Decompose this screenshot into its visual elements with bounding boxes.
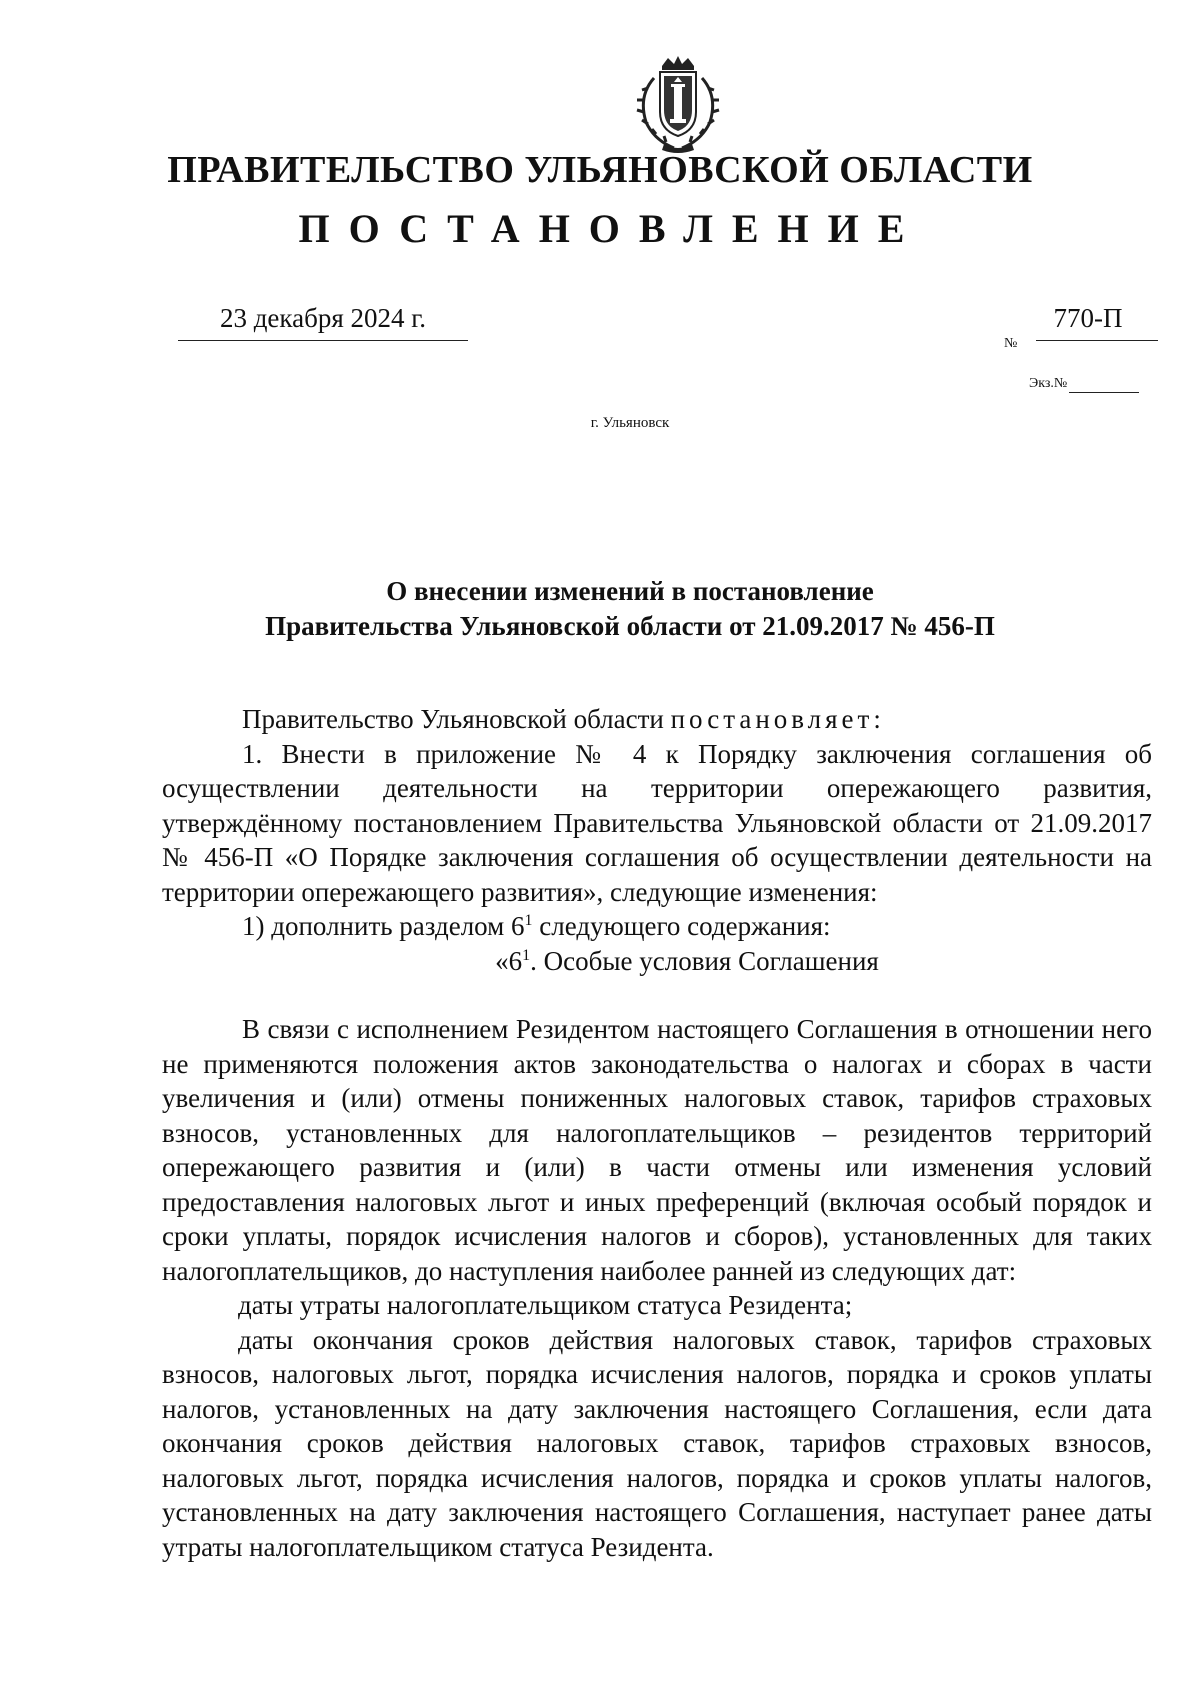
date-underline: [178, 340, 468, 341]
sub-item-superscript: 1: [524, 912, 533, 929]
number-underline: [1036, 340, 1158, 341]
intro-prefix: Правительство Ульяновской области: [242, 704, 671, 734]
government-title: ПРАВИТЕЛЬСТВО УЛЬЯНОВСКОЙ ОБЛАСТИ: [167, 149, 1033, 191]
section-suffix: . Особые условия Соглашения: [530, 945, 879, 976]
section-prefix: «6: [495, 945, 523, 976]
document-date: 23 декабря 2024 г.: [219, 303, 427, 333]
sub-item-suffix: следующего содержания:: [532, 911, 831, 941]
subject-line-1: О внесении изменений в постановление: [386, 576, 874, 606]
paragraph-2: даты утраты налогоплательщиком статуса Резидента;: [238, 1290, 853, 1320]
section-heading: [162, 944, 1152, 979]
copy-label: Экз.№: [1029, 376, 1068, 391]
section-superscript: 1: [522, 946, 531, 964]
copy-underline: [1069, 376, 1139, 393]
sub-item-prefix: 1) дополнить разделом 6: [242, 911, 525, 941]
number-sign: №: [1004, 336, 1018, 351]
sub-item-1-paragraph: [162, 909, 1152, 944]
coat-of-arms-icon: [624, 56, 732, 156]
number-field: [1004, 303, 1158, 351]
paragraph-3: даты окончания сроков действия налоговых ставок, тарифов страховых взносов, налоговых льгот, порядка исчисления налогов, порядка и сроков уплаты налогов, установленных на дату заключения настоящего Соглашения, если дата окончания сроков действия налоговых ставок, тарифов страховых взносов, налоговых льгот, порядка исчисления налогов, порядка и сроков уплаты налогов, установленных на дату заключения настоящего Соглашения, наступает ранее даты утраты налогоплательщиком статуса Резидента.: [162, 1324, 1152, 1562]
paragraph-1: В связи с исполнением Резидентом настоящего Соглашения в отношении него не применяются положения актов законодательства о налогах и сборах в части увеличения и (или) отмены пониженных налоговых ставок, тарифов страховых взносов, установленных для налогоплательщиков – резидентов территорий опережающего развития и (или) в части отмены или изменения условий предоставления налоговых льгот и иных преференций (включая особый порядок и сроки уплаты, порядок исчисления налогов и сборов), установленных для таких налогоплательщиков, до наступления наиболее ранней из следующих дат:: [162, 1014, 1152, 1286]
city-name: г. Ульяновск: [590, 415, 670, 431]
document-type: ПОСТАНОВЛЕНИЕ: [298, 206, 924, 251]
spacer: [162, 978, 1152, 1012]
intro-paragraph: [162, 702, 1152, 737]
document-number: 770-П: [1053, 303, 1123, 333]
date-field: [178, 303, 468, 341]
subject-line-2: Правительства Ульяновской области от 21.09.2017 № 456-П: [265, 611, 995, 641]
document-body: [162, 702, 1152, 1564]
intro-verb: постановляет:: [670, 704, 885, 734]
document-subject: [0, 574, 1200, 644]
item-1-paragraph: 1. Внести в приложение № 4 к Порядку заключения соглашения об осуществлении деятельности на территории опережающего развития, утверждённому постановлением Правительства Ульяновской области от 21.09.2017 № 456-П «О Порядке заключения соглашения об осуществлении деятельности на территории опережающего развития», следующие изменения:: [162, 738, 1152, 907]
copy-number-field: [1029, 376, 1139, 393]
